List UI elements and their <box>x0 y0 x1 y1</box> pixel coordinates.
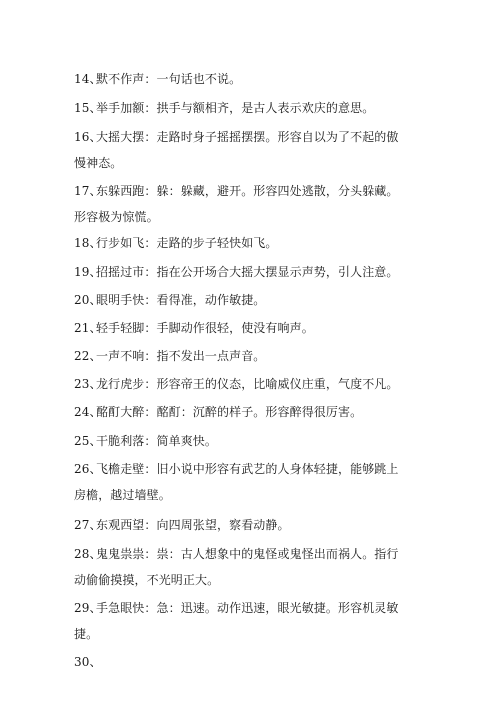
entry-number: 29、 <box>74 601 102 615</box>
entry-24 <box>74 399 414 425</box>
entry-23 <box>74 371 414 397</box>
entry-number: 15、 <box>74 101 102 115</box>
entry-text: 默不作声：一句话也不说。 <box>96 72 242 86</box>
entry-number: 30、 <box>74 655 102 669</box>
entry-30 <box>74 649 414 675</box>
entry-number: 17、 <box>74 184 102 198</box>
entry-number: 20、 <box>74 293 102 307</box>
entry-text-continued: 动偷偷摸摸，不光明正大。 <box>74 573 220 587</box>
entry-text-continued: 慢神态。 <box>74 156 123 170</box>
entry-number: 27、 <box>74 518 102 532</box>
entry-17 <box>74 178 414 230</box>
entry-text: 飞檐走壁：旧小说中形容有武艺的人身体轻捷，能够跳上 <box>96 462 399 476</box>
entry-29 <box>74 595 414 647</box>
entry-number: 16、 <box>74 130 102 144</box>
entry-text: 轻手轻脚：手脚动作很轻，使没有响声。 <box>96 321 314 335</box>
entry-text: 大摇大摆：走路时身子摇摇摆摆。形容自以为了不起的傲 <box>96 130 399 144</box>
entry-text: 行步如飞：走路的步子轻快如飞。 <box>96 236 278 250</box>
entry-21 <box>74 315 414 341</box>
entry-27 <box>74 512 414 538</box>
entry-text-continued: 房檐，越过墙壁。 <box>74 488 171 502</box>
entry-text: 一声不响：指不发出一点声音。 <box>96 349 266 363</box>
entry-number: 14、 <box>74 72 102 86</box>
entry-text: 鬼鬼祟祟：祟：古人想象中的鬼怪或鬼怪出而祸人。指行 <box>96 547 399 561</box>
entry-18 <box>74 230 414 256</box>
entry-text: 举手加额：拱手与额相齐，是古人表示欢庆的意思。 <box>96 101 375 115</box>
entry-number: 19、 <box>74 265 102 279</box>
entry-22 <box>74 343 414 369</box>
entry-15 <box>74 95 414 121</box>
entry-text: 东躲西跑：躲：躲藏，避开。形容四处逃散，分头躲藏。 <box>96 184 399 198</box>
entry-number: 21、 <box>74 321 102 335</box>
entry-number: 23、 <box>74 377 102 391</box>
entry-19 <box>74 259 414 285</box>
entry-26 <box>74 456 414 508</box>
entry-text: 酩酊大醉：酩酊：沉醉的样子。形容醉得很厉害。 <box>96 405 363 419</box>
entry-28 <box>74 541 414 593</box>
entry-number: 22、 <box>74 349 102 363</box>
entry-text: 招摇过市：指在公开场合大摇大摆显示声势，引人注意。 <box>96 265 399 279</box>
entry-20 <box>74 287 414 313</box>
entry-text: 干脆利落：简单爽快。 <box>96 434 218 448</box>
entry-number: 28、 <box>74 547 102 561</box>
entry-25 <box>74 428 414 454</box>
entry-text: 龙行虎步：形容帝王的仪态，比喻威仪庄重，气度不凡。 <box>96 377 399 391</box>
entry-number: 25、 <box>74 434 102 448</box>
entry-number: 24、 <box>74 405 102 419</box>
entry-number: 26、 <box>74 462 102 476</box>
entry-text: 东观西望：向四周张望，察看动静。 <box>96 518 290 532</box>
entry-text: 眼明手快：看得准，动作敏捷。 <box>96 293 266 307</box>
entry-14 <box>74 66 414 92</box>
entry-text: 手急眼快：急：迅速。动作迅速，眼光敏捷。形容机灵敏 <box>96 601 399 615</box>
entry-number: 18、 <box>74 236 102 250</box>
entry-16 <box>74 124 414 176</box>
entry-text-continued: 形容极为惊慌。 <box>74 210 159 224</box>
entry-text-continued: 捷。 <box>74 627 99 641</box>
